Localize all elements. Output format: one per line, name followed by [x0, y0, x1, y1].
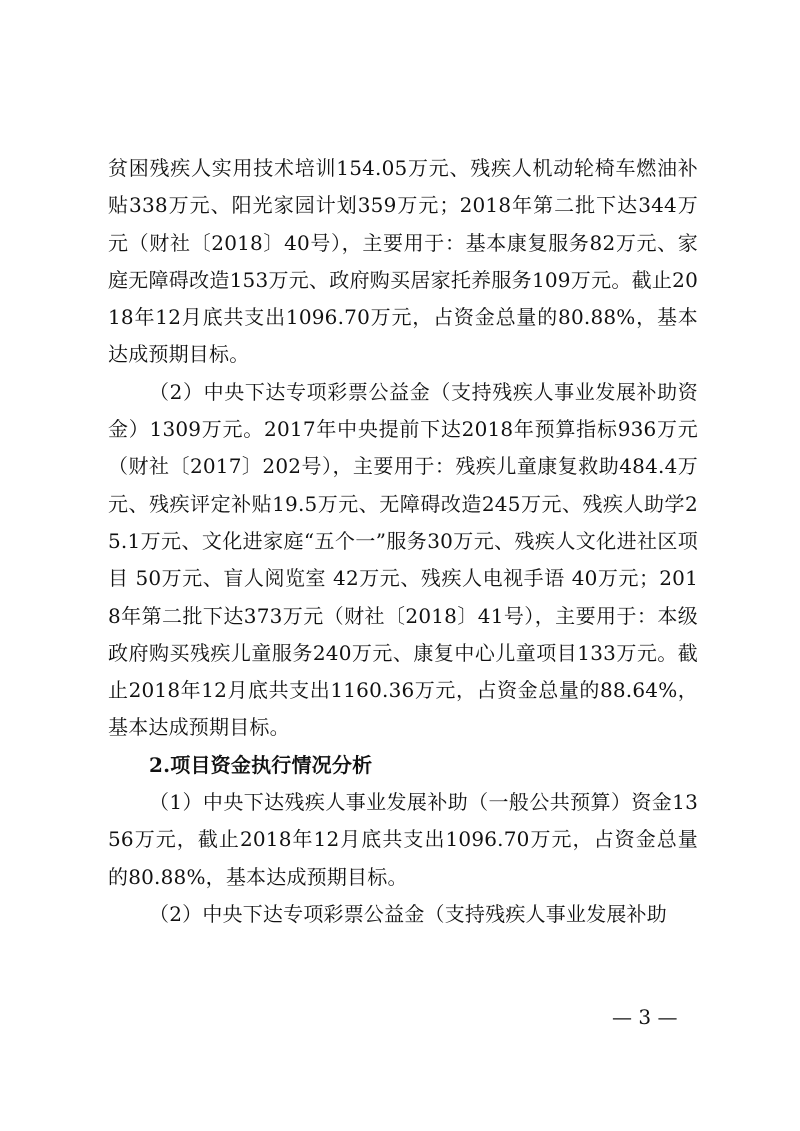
- paragraph-lottery-fund-allocation: （2）中央下达专项彩票公益金（支持残疾人事业发展补助资金）1309万元。2017年中央提前下达2018年预算指标936万元（财社〔2017〕202号），主要用于：残疾儿童康复救助484.4万元、残疾评定补贴19.5万元、无障碍改造245万元、残疾人助学25.1万元、文化进家庭“五个一”服务30万元、残疾人文化进社区项目 50万元、盲人阅览室 42万元、残疾人电视手语 40万元；2018年第二批下达373万元（财社〔2018〕41号），主要用于：本级政府购买残疾儿童服务240万元、康复中心儿童项目133万元。截止2018年12月底共支出1160.36万元，占资金总量的88.64%，基本达成预期目标。: [108, 379, 698, 740]
- paragraph-lottery-fund-execution: （2）中央下达专项彩票公益金（支持残疾人事业发展补助: [149, 901, 667, 926]
- section-heading-fund-execution-analysis: 2.项目资金执行情况分析: [149, 752, 373, 777]
- paragraph-continued-funding-details: 贫困残疾人实用技术培训154.05万元、残疾人机动轮椅车燃油补贴338万元、阳光家园计划359万元；2018年第二批下达344万元（财社〔2018〕40号），主要用于：基本康复服务82万元、家庭无障碍改造153万元、政府购买居家托养服务109万元。截止2018年12月底共支出1096.70万元，占资金总量的80.88%，基本达成预期目标。: [108, 156, 698, 367]
- paragraph-general-budget-execution: （1）中央下达残疾人事业发展补助（一般公共预算）资金1356万元，截止2018年12月底共支出1096.70万元，占资金总量的80.88%，基本达成预期目标。: [108, 790, 698, 889]
- page-body: [108, 150, 698, 933]
- page-number: — 3 —: [612, 1005, 678, 1029]
